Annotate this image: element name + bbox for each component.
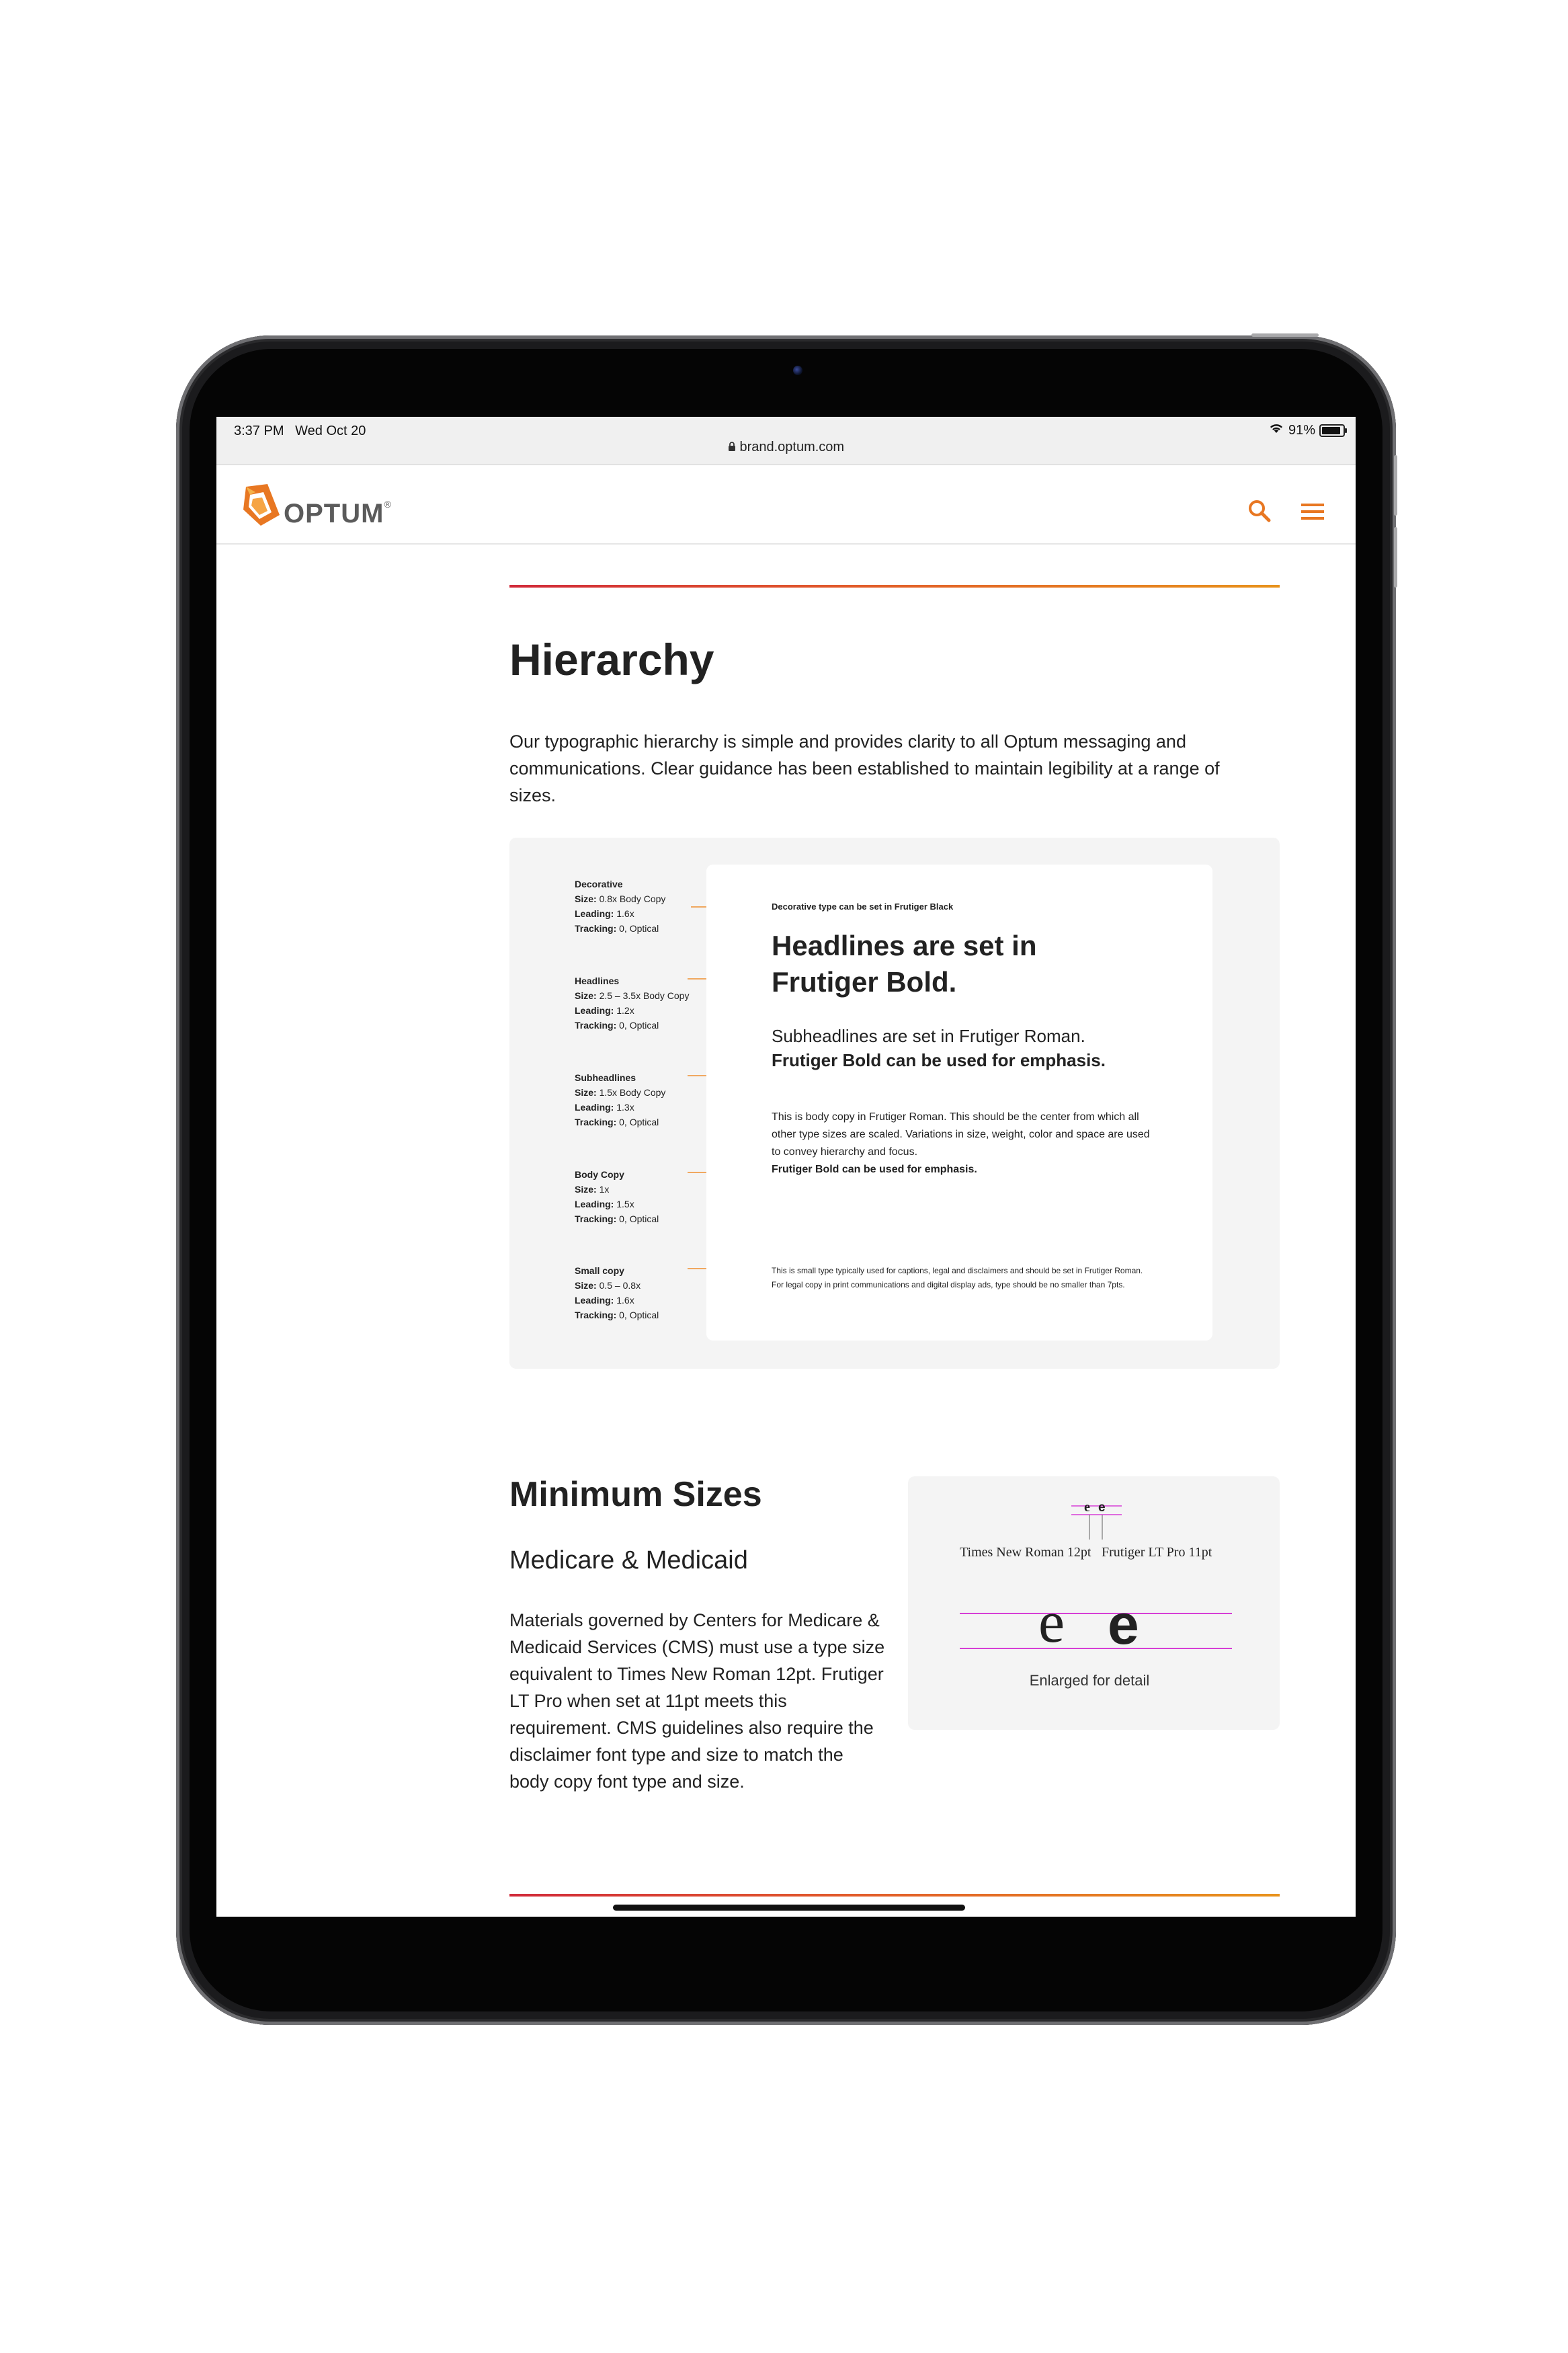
- spec-size: Size: 0.8x Body Copy: [575, 893, 666, 904]
- power-button: [1251, 333, 1319, 337]
- minimum-sizes-figure: [908, 1476, 1280, 1730]
- hamburger-menu-icon: [1300, 502, 1325, 521]
- minimum-sizes-title: Minimum Sizes: [509, 1475, 762, 1514]
- registered-mark: ®: [384, 499, 392, 510]
- ipad-device-frame: [176, 335, 1396, 2025]
- site-header: [216, 465, 1356, 545]
- example-headline: Headlines are set in Frutiger Bold.: [772, 930, 1037, 998]
- search-icon: [1246, 497, 1273, 524]
- label-frutiger: Frutiger LT Pro 11pt: [1102, 1545, 1212, 1560]
- optum-wordmark-text: OPTUM: [284, 499, 384, 528]
- spec-size: Size: 1.5x Body Copy: [575, 1087, 666, 1098]
- spec-leading: Leading: 1.5x: [575, 1199, 634, 1209]
- optum-wordmark: [284, 499, 392, 529]
- volume-down-button: [1394, 527, 1397, 588]
- spec-tracking: Tracking: 0, Optical: [575, 923, 659, 934]
- spec-name: Body Copy: [575, 1169, 624, 1180]
- example-subheadline-regular: Subheadlines are set in Frutiger Roman.: [772, 1026, 1085, 1046]
- section-divider-top: [509, 585, 1280, 588]
- home-indicator[interactable]: [613, 1905, 965, 1911]
- medicare-medicaid-subtitle: Medicare & Medicaid: [509, 1546, 748, 1574]
- page-content: [216, 545, 1356, 1917]
- example-body-bold: Frutiger Bold can be used for emphasis.: [772, 1164, 977, 1175]
- spec-small-copy: [575, 1263, 659, 1322]
- volume-up-button: [1394, 455, 1397, 516]
- lock-icon: [728, 440, 736, 456]
- figure-caption: Enlarged for detail: [1029, 1672, 1150, 1689]
- spec-size: Size: 2.5 – 3.5x Body Copy: [575, 990, 690, 1001]
- label-times-new-roman: Times New Roman 12pt: [960, 1545, 1091, 1560]
- spec-headlines: [575, 973, 689, 1033]
- spec-body-copy: [575, 1167, 659, 1226]
- spec-name: Subheadlines: [575, 1072, 636, 1083]
- spec-tracking: Tracking: 0, Optical: [575, 1310, 659, 1320]
- spec-size: Size: 1x: [575, 1184, 610, 1195]
- search-button[interactable]: [1246, 497, 1273, 524]
- spec-name: Small copy: [575, 1265, 624, 1276]
- status-bar: [216, 417, 1356, 465]
- spec-leading: Leading: 1.3x: [575, 1102, 634, 1113]
- wifi-icon: [1268, 422, 1284, 438]
- menu-button[interactable]: [1300, 502, 1325, 521]
- optum-logo-mark-icon: [242, 483, 281, 530]
- battery-percent: 91%: [1288, 422, 1315, 438]
- battery-icon: [1319, 424, 1345, 437]
- spec-name: Decorative: [575, 879, 623, 889]
- example-small: This is small type typically used for captions, legal and disclaimers and should be set in Frutiger Roman. For legal copy in print communications and digital display ads, type should be no smaller than 7pts.: [772, 1266, 1143, 1289]
- small-glyph-frutiger: e: [1098, 1501, 1106, 1515]
- spec-tracking: Tracking: 0, Optical: [575, 1020, 659, 1031]
- hierarchy-title: Hierarchy: [509, 635, 714, 684]
- status-time: 3:37 PM: [234, 424, 284, 438]
- spec-leading: Leading: 1.2x: [575, 1005, 634, 1016]
- minimum-sizes-body: Materials governed by Centers for Medicare & Medicaid Services (CMS) must use a type size equivalent to Times New Roman 12pt. Frutiger LT Pro when set at 11pt meets this requirement. CMS guidelines also require the disclaimer font type and size to match the body copy font type and size.: [509, 1610, 885, 1792]
- spec-subheadlines: [575, 1070, 665, 1129]
- example-body-regular: This is body copy in Frutiger Roman. This should be the center from which all other type sizes are scaled. Variations in size, weight, color and space are used to convey hierarchy and focus.: [772, 1111, 1150, 1158]
- spec-name: Headlines: [575, 975, 620, 986]
- section-divider-bottom: [509, 1894, 1280, 1897]
- status-right-cluster: [1268, 422, 1345, 438]
- spec-tracking: Tracking: 0, Optical: [575, 1213, 659, 1224]
- screen: [216, 417, 1356, 1917]
- url-text: brand.optum.com: [739, 440, 845, 454]
- front-camera: [793, 366, 802, 375]
- spec-leading: Leading: 1.6x: [575, 908, 634, 919]
- spec-size: Size: 0.5 – 0.8x: [575, 1280, 641, 1291]
- address-bar[interactable]: [216, 440, 1356, 456]
- spec-tracking: Tracking: 0, Optical: [575, 1117, 659, 1127]
- example-decorative: Decorative type can be set in Frutiger Black: [772, 902, 954, 912]
- example-body: [772, 1109, 1155, 1179]
- hierarchy-example-card: [706, 865, 1212, 1341]
- example-subheadline: [772, 1024, 1148, 1072]
- status-date: Wed Oct 20: [295, 424, 366, 438]
- hierarchy-intro: Our typographic hierarchy is simple and provides clarity to all Optum messaging and communications. Clear guidance has been established to maintain legibility at a range of sizes.: [509, 731, 1220, 805]
- optum-logo[interactable]: [242, 483, 392, 530]
- spec-decorative: [575, 877, 665, 936]
- enlarged-glyph-guides: [908, 1476, 1280, 1730]
- spec-leading: Leading: 1.6x: [575, 1295, 634, 1306]
- status-time-date: [234, 424, 366, 439]
- enlarged-glyph-frutiger: e: [1108, 1593, 1139, 1656]
- small-glyph-times: e: [1084, 1500, 1090, 1515]
- example-subheadline-bold: Frutiger Bold can be used for emphasis.: [772, 1050, 1106, 1070]
- hierarchy-panel: [509, 838, 1280, 1369]
- enlarged-glyph-times: e: [1038, 1590, 1065, 1655]
